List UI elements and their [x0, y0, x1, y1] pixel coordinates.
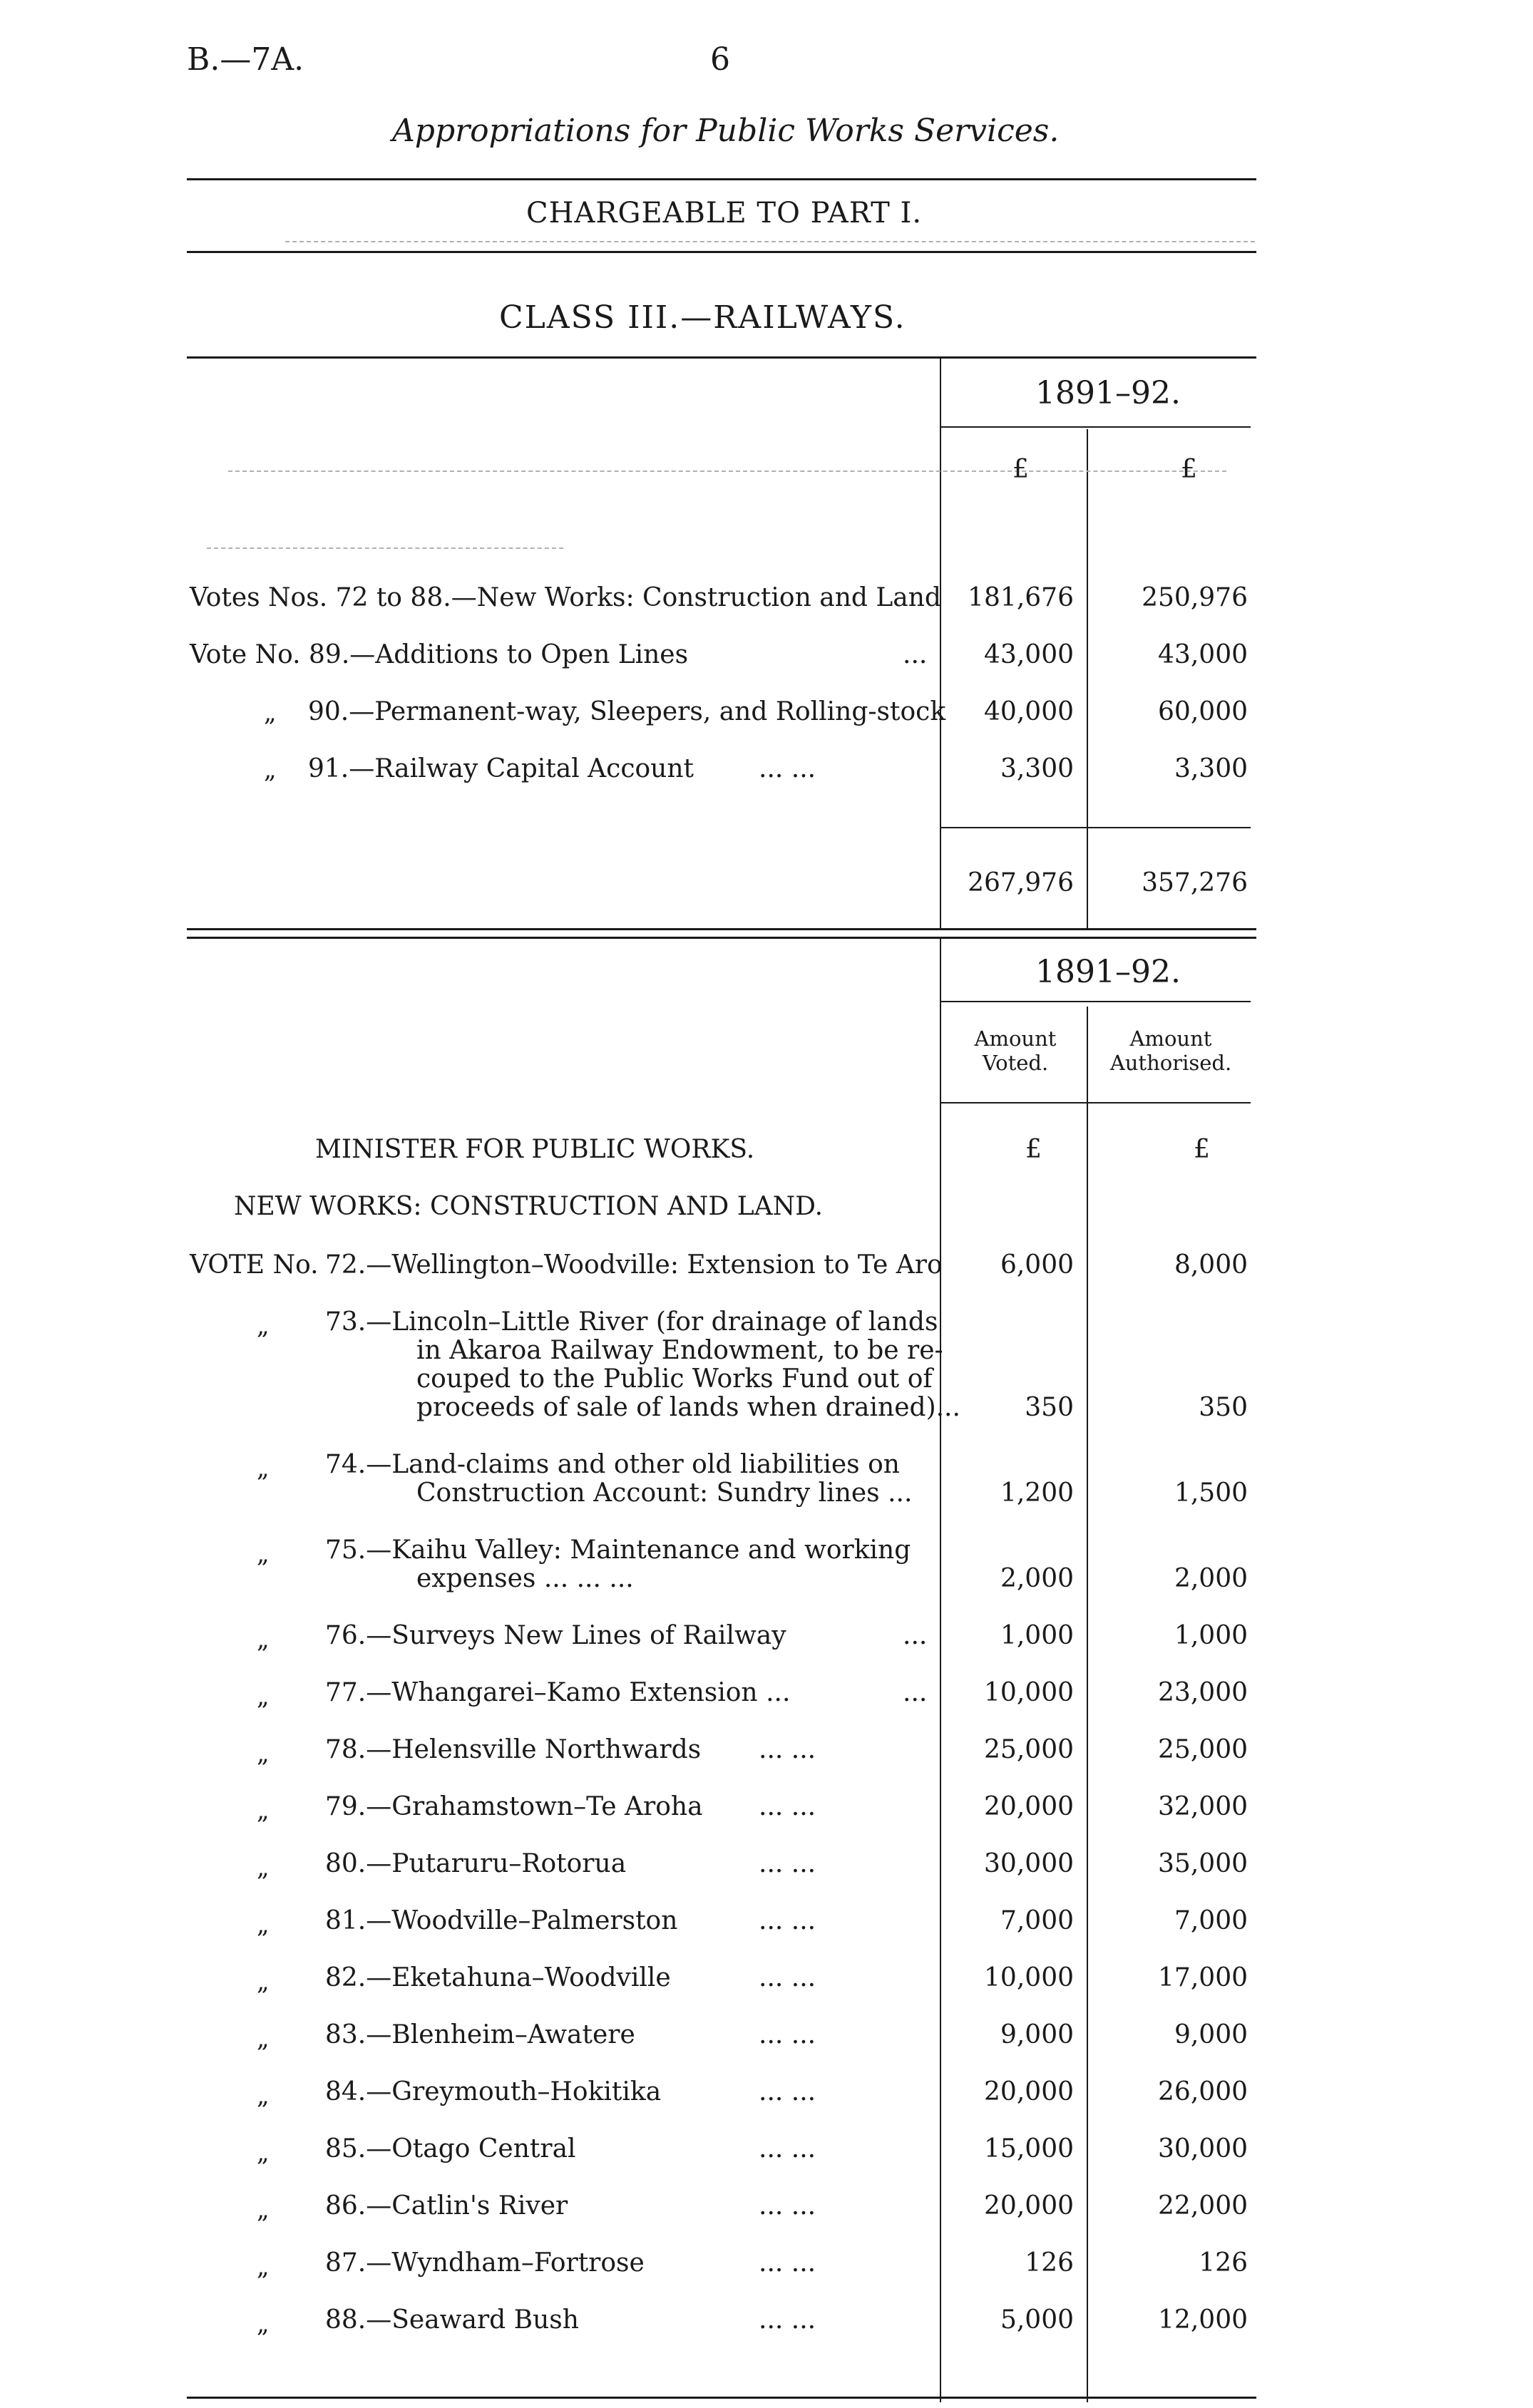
row-label: 90.—Permanent-way, Sleepers, and Rolling-stock — [308, 697, 946, 726]
rule — [187, 251, 1256, 253]
document-reference: B.—7A. — [187, 41, 304, 78]
row-label: 91.—Railway Capital Account — [308, 754, 694, 783]
amount-cell: 26,000 — [1158, 2077, 1248, 2106]
row-label: 76.—Surveys New Lines of Railway — [325, 1621, 786, 1650]
section-heading: NEW WORKS: CONSTRUCTION AND LAND. — [234, 1192, 824, 1221]
column-header-voted: Amount Voted. — [974, 1027, 1057, 1075]
vote-prefix: VOTE No. — [190, 1250, 319, 1280]
amount-cell: 6,000 — [1000, 1250, 1074, 1280]
leader-dots: ... ... — [759, 754, 816, 783]
leader-dots: ... ... — [759, 2305, 816, 2335]
ditto-mark: „ — [257, 2024, 270, 2053]
amount-cell: 5,000 — [1000, 2305, 1074, 2335]
ditto-mark: „ — [257, 1739, 270, 1768]
amount-cell: 9,000 — [1174, 2020, 1248, 2049]
amount-cell: 25,000 — [984, 1735, 1074, 1764]
row-label: 87.—Wyndham–Fortrose — [325, 2248, 645, 2278]
amount-cell: 3,300 — [1000, 754, 1074, 783]
ditto-mark: „ — [257, 1853, 270, 1882]
amount-cell: 1,200 — [1000, 1478, 1074, 1508]
ditto-mark: „ — [264, 756, 277, 784]
amount-cell: 10,000 — [984, 1963, 1074, 1992]
ditto-mark: „ — [257, 1967, 270, 1996]
amount-cell: 22,000 — [1158, 2191, 1248, 2221]
rule — [285, 241, 1255, 242]
ditto-mark: „ — [257, 2139, 270, 2167]
rule — [187, 2397, 1256, 2399]
amount-cell: 23,000 — [1158, 1678, 1248, 1707]
minister-heading: MINISTER FOR PUBLIC WORKS. — [315, 1135, 755, 1164]
amount-cell: 60,000 — [1158, 697, 1248, 726]
summary-total-authorised: 357,276 — [1142, 868, 1248, 897]
amount-cell: 126 — [1199, 2248, 1248, 2278]
amount-cell: 1,500 — [1174, 1478, 1248, 1508]
amount-cell: 17,000 — [1158, 1963, 1248, 1992]
ditto-mark: „ — [257, 1910, 270, 1939]
rule — [187, 178, 1256, 180]
amount-cell: 350 — [1199, 1393, 1248, 1422]
row-label-continued: couped to the Public Works Fund out of — [416, 1364, 933, 1394]
amount-cell: 25,000 — [1158, 1735, 1248, 1764]
class-heading: CLASS III.—RAILWAYS. — [499, 299, 906, 336]
amount-cell: 9,000 — [1000, 2020, 1074, 2049]
row-label-continued: expenses ... ... ... — [416, 1564, 634, 1593]
ditto-mark: „ — [257, 2310, 270, 2338]
rule — [940, 1001, 1251, 1002]
amount-cell: 250,976 — [1142, 583, 1248, 612]
amount-cell: 2,000 — [1174, 1564, 1248, 1593]
amount-cell: 7,000 — [1000, 1906, 1074, 1935]
amount-cell: 126 — [1025, 2248, 1074, 2278]
ditto-mark: „ — [257, 1796, 270, 1825]
leader-dots: ... ... — [759, 1963, 816, 1992]
ditto-mark: „ — [257, 1312, 270, 1340]
leader-dots: ... ... — [759, 2077, 816, 2106]
ditto-mark: „ — [257, 1454, 270, 1483]
amount-cell: 7,000 — [1174, 1906, 1248, 1935]
ditto-mark: „ — [257, 1625, 270, 1654]
currency-symbol: £ — [1194, 1135, 1210, 1164]
summary-total-voted: 267,976 — [968, 868, 1074, 897]
row-label: Votes Nos. 72 to 88.—New Works: Construction and Land — [190, 583, 941, 612]
amount-cell: 35,000 — [1158, 1849, 1248, 1878]
row-label: 77.—Whangarei–Kamo Extension ... — [325, 1678, 791, 1707]
row-label-continued: in Akaroa Railway Endowment, to be re- — [416, 1336, 943, 1365]
column-header-authorised: Amount Authorised. — [1109, 1027, 1232, 1075]
column-divider — [1087, 429, 1088, 928]
amount-cell: 181,676 — [968, 583, 1074, 612]
row-label-continued: proceeds of sale of lands when drained)... — [416, 1393, 960, 1422]
row-label: 84.—Greymouth–Hokitika — [325, 2077, 662, 2106]
rule — [940, 1102, 1251, 1103]
leader-dots: ... ... — [759, 2134, 816, 2163]
amount-cell: 10,000 — [984, 1678, 1074, 1707]
amount-cell: 350 — [1025, 1393, 1074, 1422]
rule — [940, 426, 1251, 428]
leader-dots: ... ... — [759, 1735, 816, 1764]
rule — [187, 928, 1256, 930]
amount-cell: 20,000 — [984, 2077, 1074, 2106]
leader-dots: ... ... — [759, 2020, 816, 2049]
amount-cell: 40,000 — [984, 697, 1074, 726]
column-divider — [1087, 1007, 1088, 2402]
leader-dots: ... ... — [759, 1792, 816, 1821]
row-label: 83.—Blenheim–Awatere — [325, 2020, 635, 2049]
amount-cell: 30,000 — [1158, 2134, 1248, 2163]
leader-dots: ... — [903, 1678, 928, 1707]
leader-dots: ... ... — [759, 2248, 816, 2278]
row-label-continued: Construction Account: Sundry lines ... — [416, 1478, 913, 1508]
leader-dots: ... ... — [759, 1849, 816, 1878]
leader-dots: ... ... — [759, 1906, 816, 1935]
row-label: 74.—Land-claims and other old liabilities on — [325, 1450, 900, 1479]
details-year: 1891–92. — [1035, 954, 1181, 990]
rule — [187, 937, 1256, 939]
currency-symbol: £ — [1025, 1135, 1042, 1164]
row-label: 73.—Lincoln–Little River (for drainage of lands — [325, 1307, 938, 1337]
rule — [940, 827, 1251, 828]
row-label: 86.—Catlin's River — [325, 2191, 568, 2221]
row-label: 78.—Helensville Northwards — [325, 1735, 702, 1764]
row-label: 75.—Kaihu Valley: Maintenance and working — [325, 1535, 911, 1565]
amount-cell: 1,000 — [1000, 1621, 1074, 1650]
currency-symbol: £ — [1181, 455, 1197, 484]
row-label: 88.—Seaward Bush — [325, 2305, 579, 2335]
ditto-mark: „ — [264, 699, 277, 727]
amount-cell: 20,000 — [984, 1792, 1074, 1821]
amount-cell: 15,000 — [984, 2134, 1074, 2163]
amount-cell: 1,000 — [1174, 1621, 1248, 1650]
row-label: 82.—Eketahuna–Woodville — [325, 1963, 671, 1992]
row-label: Vote No. 89.—Additions to Open Lines — [190, 640, 689, 669]
ditto-mark: „ — [257, 2082, 270, 2110]
amount-cell: 43,000 — [1158, 640, 1248, 669]
page-title: Appropriations for Public Works Services. — [392, 113, 1060, 149]
leader-dots: ... — [903, 1621, 928, 1650]
ditto-mark: „ — [257, 2253, 270, 2281]
ditto-mark: „ — [257, 1682, 270, 1711]
amount-cell: 8,000 — [1174, 1250, 1248, 1280]
ditto-mark: „ — [257, 2196, 270, 2224]
row-label: 85.—Otago Central — [325, 2134, 576, 2163]
row-label: 80.—Putaruru–Rotorua — [325, 1849, 627, 1878]
currency-symbol: £ — [1012, 455, 1029, 484]
page-number: 6 — [710, 41, 730, 78]
row-label: 72.—Wellington–Woodville: Extension to Te Aro — [325, 1250, 943, 1280]
chargeable-heading: CHARGEABLE TO PART I. — [526, 197, 923, 230]
leader-dots: ... ... — [759, 2191, 816, 2221]
leader-dots: ... — [903, 640, 928, 669]
amount-cell: 43,000 — [984, 640, 1074, 669]
row-label: 81.—Woodville–Palmerston — [325, 1906, 678, 1935]
column-divider — [940, 938, 941, 2402]
amount-cell: 20,000 — [984, 2191, 1074, 2221]
rule — [187, 356, 1256, 359]
amount-cell: 30,000 — [984, 1849, 1074, 1878]
rule — [207, 547, 563, 549]
amount-cell: 2,000 — [1000, 1564, 1074, 1593]
rule — [228, 470, 1226, 472]
row-label: 79.—Grahamstown–Te Aroha — [325, 1792, 703, 1821]
ditto-mark: „ — [257, 1540, 270, 1568]
amount-cell: 32,000 — [1158, 1792, 1248, 1821]
amount-cell: 12,000 — [1158, 2305, 1248, 2335]
summary-year: 1891–92. — [1035, 375, 1181, 411]
amount-cell: 3,300 — [1174, 754, 1248, 783]
